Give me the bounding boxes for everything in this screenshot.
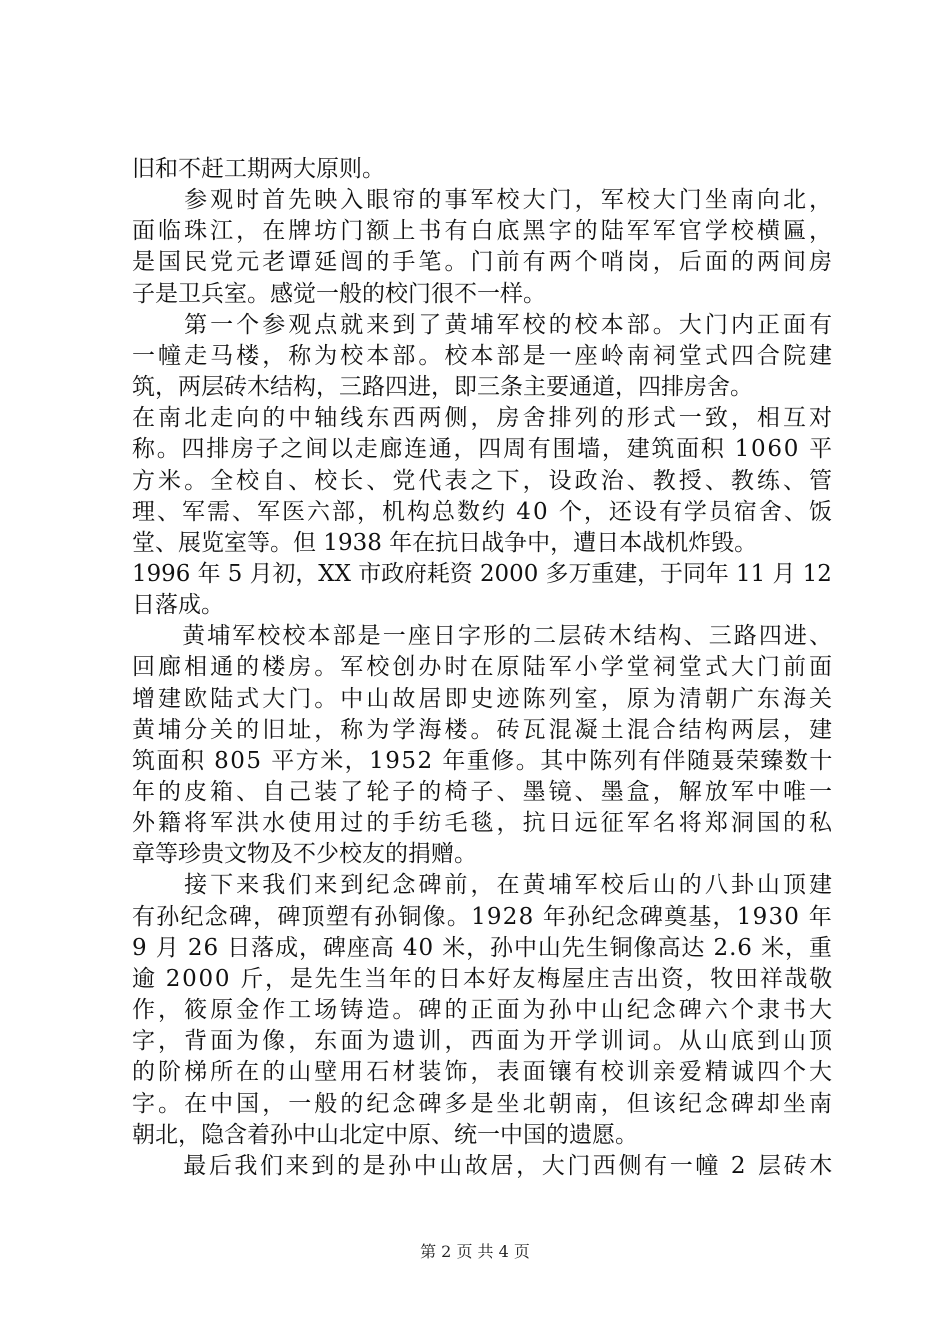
text-line: 筑面积 805 平方米，1952 年重修。其中陈列有伴随聂荣臻数十 xyxy=(132,747,834,774)
text-line: 参观时首先映入眼帘的事军校大门，军校大门坐南向北， xyxy=(132,187,836,214)
text-line: 子是卫兵室。感觉一般的校门很不一样。 xyxy=(132,280,546,307)
text-line: 最后我们来到的是孙中山故居，大门西侧有一幢 2 层砖木 xyxy=(132,1152,835,1179)
text-line: 增建欧陆式大门。中山故居即史迹陈列室，原为清朝广东海关 xyxy=(132,685,836,712)
text-line: 章等珍贵文物及不少校友的捐赠。 xyxy=(132,841,477,868)
text-line: 1996 年 5 月初，XX 市政府耗资 2000 多万重建，于同年 11 月 12 xyxy=(132,560,832,587)
text-line: 9 月 26 日落成，碑座高 40 米，孙中山先生铜像高达 2.6 米，重 xyxy=(132,934,833,961)
text-line: 黄埔军校校本部是一座日字形的二层砖木结构、三路四进、 xyxy=(132,623,835,650)
text-line: 有孙纪念碑，碑顶塑有孙铜像。1928 年孙纪念碑奠基，1930 年 xyxy=(132,903,833,930)
text-line: 方米。全校自、校长、党代表之下，设政治、教授、教练、管 xyxy=(132,467,836,494)
text-line: 堂、展览室等。但 1938 年在抗日战争中，遭日本战机炸毁。 xyxy=(132,529,758,556)
text-line: 黄埔分关的旧址，称为学海楼。砖瓦混凝土混合结构两层，建 xyxy=(132,716,836,743)
text-line: 年的皮箱、自己装了轮子的椅子、墨镜、墨盒，解放军中唯一 xyxy=(132,779,836,805)
text-line: 外籍将军洪水使用过的手纺毛毯，抗日远征军名将郑洞国的私 xyxy=(132,810,836,837)
text-line: 理、军需、军医六部，机构总数约 40 个，还设有学员宿舍、饭 xyxy=(132,498,834,525)
text-line: 字。在中国，一般的纪念碑多是坐北朝南，但该纪念碑却坐南 xyxy=(132,1090,836,1117)
text-line: 的阶梯所在的山壁用石材装饰，表面镶有校训亲爱精诚四个大 xyxy=(132,1059,836,1086)
text-line: 一幢走马楼，称为校本部。校本部是一座岭南祠堂式四合院建 xyxy=(132,342,836,369)
text-line: 朝北，隐含着孙中山北定中原、统一中国的遗愿。 xyxy=(132,1121,638,1148)
text-line: 旧和不赶工期两大原则。 xyxy=(132,156,385,182)
page-footer: 第 2 页 共 4 页 xyxy=(420,1242,530,1261)
text-line: 筑，两层砖木结构，三路四进，即三条主要通道，四排房舍。 xyxy=(132,374,753,401)
text-line: 接下来我们来到纪念碑前，在黄埔军校后山的八卦山顶建 xyxy=(132,872,836,899)
text-line: 日落成。 xyxy=(132,592,224,619)
text-line: 称。四排房子之间以走廊连通，四周有围墙，建筑面积 1060 平 xyxy=(132,436,834,463)
text-line: 字，背面为像，东面为遗训，西面为开学训词。从山底到山顶 xyxy=(132,1028,836,1055)
text-line: 作，筱原金作工场铸造。碑的正面为孙中山纪念碑六个隶书大 xyxy=(132,997,836,1024)
text-line: 逾 2000 斤，是先生当年的日本好友梅屋庄吉出资，牧田祥哉敬 xyxy=(132,965,834,992)
text-line: 是国民党元老谭延闿的手笔。门前有两个哨岗，后面的两间房 xyxy=(132,249,836,276)
text-line: 第一个参观点就来到了黄埔军校的校本部。大门内正面有 xyxy=(132,311,836,338)
text-line: 回廊相通的楼房。军校创办时在原陆军小学堂祠堂式大门前面 xyxy=(132,654,836,681)
text-line: 在南北走向的中轴线东西两侧，房舍排列的形式一致，相互对 xyxy=(132,405,836,432)
text-line: 面临珠江，在牌坊门额上书有白底黑字的陆军军官学校横匾， xyxy=(132,218,836,245)
